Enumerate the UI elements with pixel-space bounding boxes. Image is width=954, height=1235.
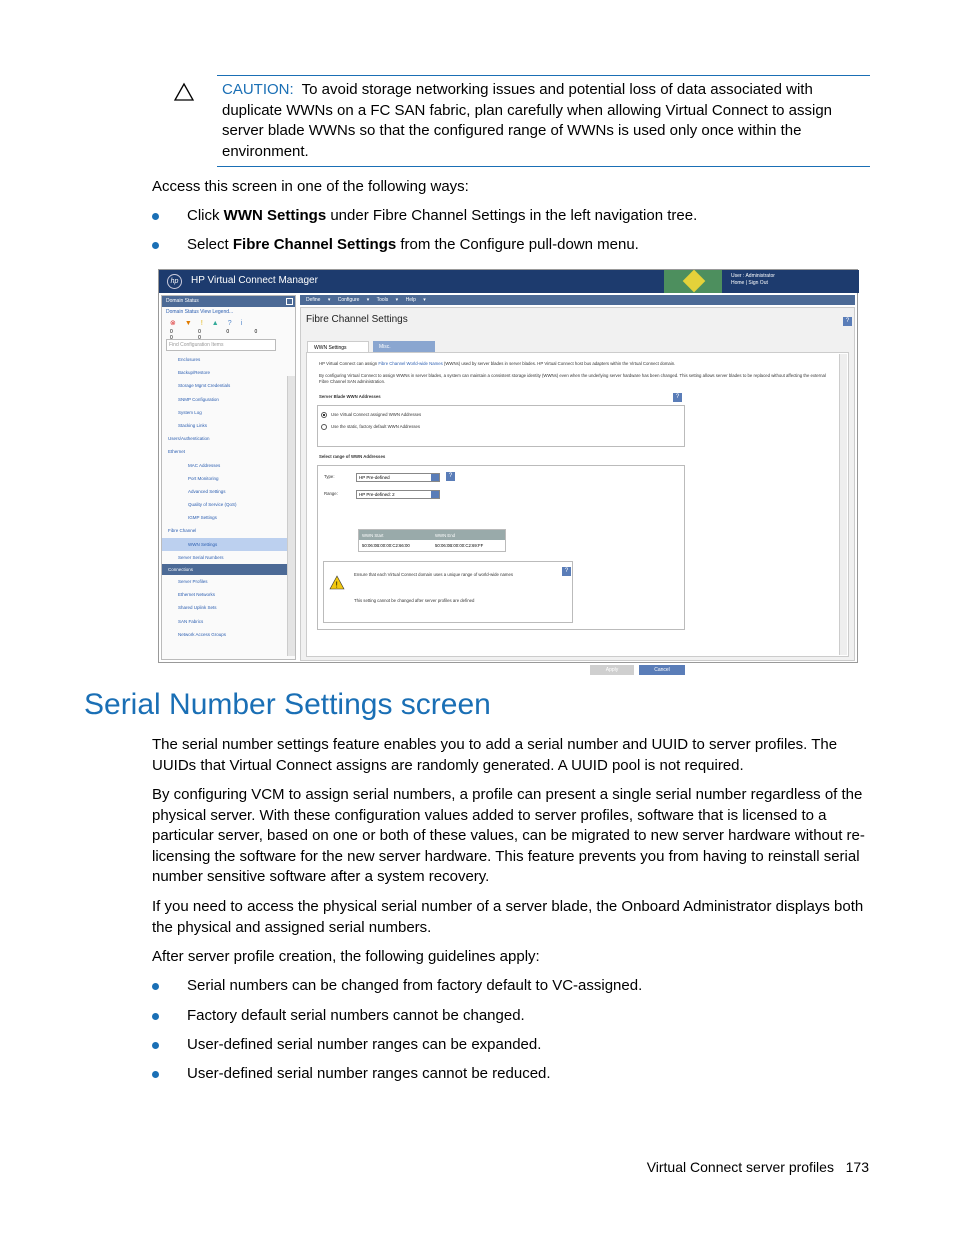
sidebar-item[interactable]: SAN Fabrics — [178, 618, 204, 624]
svg-text:!: ! — [335, 580, 338, 590]
caution-icon — [174, 83, 194, 101]
sidebar-item[interactable]: SNMP Configuration — [178, 396, 219, 402]
description-1: HP Virtual Connect can assign Fibre Channel World-wide Names (WWNs) used by server blades in server blades. HP Virtual Connect host bus adapters within the Virtual Connect domain. — [319, 361, 676, 366]
user-info: User : Administrator Home | Sign Out — [731, 273, 775, 286]
sidebar-item[interactable]: Ethernet — [168, 449, 186, 455]
app-title: HP Virtual Connect Manager — [191, 275, 318, 286]
sidebar-item[interactable]: WWN Settings — [162, 538, 295, 551]
tab-content — [306, 352, 849, 673]
panel-title: Fibre Channel Settings — [306, 314, 408, 325]
cancel-button[interactable]: Cancel — [639, 665, 685, 675]
warning-icon — [330, 576, 344, 589]
radio-vc-assigned[interactable] — [321, 412, 327, 418]
footer-section: Virtual Connect server profiles — [646, 1159, 834, 1175]
type-label: Type: — [324, 474, 335, 479]
caution-label: CAUTION: — [222, 81, 294, 98]
search-input[interactable]: Find Configuration Items — [166, 339, 276, 351]
sidebar-item[interactable]: Port Monitoring — [188, 475, 219, 481]
page-footer — [647, 1159, 869, 1175]
content-scrollbar[interactable] — [839, 354, 847, 655]
sidebar-item[interactable]: Network Access Groups — [178, 631, 227, 637]
section-wwn-range: Select range of WWN Addresses — [319, 454, 386, 459]
wwn-range-table — [358, 529, 506, 552]
paragraph: After server profile creation, the following guidelines apply: — [152, 948, 540, 965]
sidebar-item[interactable]: Shared Uplink Sets — [178, 605, 217, 611]
paragraph: If you need to access the physical serial number of a server blade, the Onboard Administrator displays both the physical and assigned serial numbers. — [152, 898, 864, 936]
note-cannot-change: This setting cannot be changed after server profiles are defined — [354, 598, 475, 603]
wwn-start-value: 50:06:0B:00:00:C2:66:00 — [362, 543, 410, 548]
bullet-dot — [152, 1071, 159, 1078]
bullet-dot — [152, 213, 159, 220]
chevron-down-icon — [431, 474, 439, 481]
sidebar-item[interactable]: Quality of Service (QoS) — [188, 502, 237, 508]
domain-status-header: Domain Status — [162, 296, 295, 307]
bullet-dot — [152, 242, 159, 249]
caution-box — [217, 75, 870, 167]
chevron-down-icon — [431, 491, 439, 498]
help-icon[interactable]: ? — [843, 317, 852, 326]
type-select[interactable]: HP Pre-defined — [356, 473, 440, 482]
status-links[interactable]: Domain Status View Legend... — [166, 309, 234, 315]
help-icon[interactable]: ? — [446, 472, 455, 481]
settings-panel — [300, 307, 855, 673]
sidebar-item[interactable]: Server Profiles — [178, 579, 208, 584]
sidebar-item[interactable]: Server Serial Numbers — [178, 554, 224, 560]
sidebar-item[interactable]: Advanced Settings — [188, 488, 226, 494]
sidebar-item[interactable]: Backup/Restore — [178, 370, 211, 376]
apply-button[interactable]: Apply — [590, 665, 634, 675]
help-icon[interactable]: ? — [673, 393, 682, 402]
sidebar-item[interactable]: System Log — [178, 409, 202, 415]
hp-logo-icon: hp — [167, 274, 182, 289]
banner-image — [664, 270, 722, 293]
access-intro: Access this screen in one of the following ways: — [152, 178, 469, 195]
description-2: By configuring Virtual Connect to assign WWNs in server blades, a system can maintain a consistent storage identity (WWNs) even when the underlying server hardware has been changed. This setting allows server blades to be replaced without affecting the external Fibre Channel SAN administration. — [319, 373, 826, 384]
nav-tree — [162, 353, 295, 641]
sidebar-item[interactable]: Fibre Channel — [168, 528, 197, 534]
wwn-end-header: WWN End — [435, 533, 456, 538]
sidebar-item[interactable]: Enclosures — [178, 357, 201, 362]
fibre-channel-settings-term: Fibre Channel Settings — [232, 236, 397, 253]
sidebar-item[interactable]: Storage Mgmt Credentials — [178, 383, 231, 389]
help-icon[interactable]: ? — [562, 567, 571, 576]
radio-factory-default[interactable] — [321, 424, 327, 430]
radio-factory-default-label: Use the static, factory default WWN Addresses — [331, 424, 421, 429]
sidebar-scrollbar[interactable] — [287, 376, 295, 656]
paragraph: By configuring VCM to assign serial numbers, a profile can present a single serial number regardless of the physical server. With these configuration values added to server profiles, software that is licensed to a particular server, based on one or both of these values, can be migrated to new server hardware without re-licensing the software for the new server hardware. This feature prevents you from having to reinstall serial number sensitive software after a system recovery. — [152, 786, 865, 885]
home-signout-links[interactable]: Home | Sign Out — [731, 280, 768, 286]
range-label: Range: — [324, 491, 338, 496]
nav-sidebar — [161, 295, 296, 660]
sidebar-item[interactable]: Ethernet Networks — [178, 592, 216, 598]
wwn-link[interactable]: Fibre Channel World-wide Names — [378, 361, 443, 366]
wwn-end-value: 50:06:0B:00:00:C2:69:FF — [435, 543, 484, 548]
tab-wwn-settings[interactable]: WWN Settings — [307, 341, 369, 352]
sidebar-item[interactable]: Stacking Links — [178, 422, 208, 428]
paragraph: The serial number settings feature enables you to add a serial number and UUID to server profiles. The UUIDs that Virtual Connect assigns are randomly generated. A UUID pool is not required. — [152, 736, 838, 774]
radio-vc-assigned-label: Use Virtual Connect assigned WWN Addresses — [331, 412, 422, 417]
tab-misc[interactable]: Misc. — [373, 341, 435, 352]
range-select[interactable]: HP Pre-defined: 2 — [356, 490, 440, 499]
wwn-address-box — [317, 405, 685, 447]
status-counts: 0 0 0 0 0 0 — [170, 329, 270, 341]
caution-text: To avoid storage networking issues and potential loss of data associated with duplicate WWNs on a FC SAN fabric, plan carefully when allowing Virtual Connect to assign server blade WWNs so that the configured range of WWNs is used only once within the environment. — [222, 81, 833, 160]
page-number: 173 — [845, 1159, 869, 1175]
wwn-settings-term: WWN Settings — [223, 207, 327, 224]
vcm-screenshot — [158, 269, 858, 673]
section-server-blade-wwn: Server Blade WWN Addresses — [319, 394, 381, 399]
status-icons: ⊗▼!▲?i — [170, 320, 252, 327]
note-unique-range: Ensure that each Virtual Connect domain uses a unique range of world-wide names — [354, 572, 513, 577]
sidebar-item[interactable]: IGMP Settings — [188, 515, 217, 521]
bullet-dot — [152, 983, 159, 990]
menu-bar[interactable]: Define ▾ Configure ▾ Tools ▾ Help ▾ — [300, 295, 855, 305]
section-heading: Serial Number Settings screen — [84, 688, 491, 721]
sidebar-item[interactable]: MAC Addresses — [188, 462, 221, 468]
app-header — [159, 270, 859, 293]
bullet-dot — [152, 1042, 159, 1049]
collapse-icon[interactable] — [286, 298, 293, 305]
sidebar-item[interactable]: Users/Authentication — [168, 436, 210, 442]
bullet-dot — [152, 1013, 159, 1020]
sidebar-item[interactable]: Connections — [162, 564, 295, 575]
wwn-start-header: WWN Start — [362, 533, 384, 538]
warning-note — [323, 561, 573, 623]
